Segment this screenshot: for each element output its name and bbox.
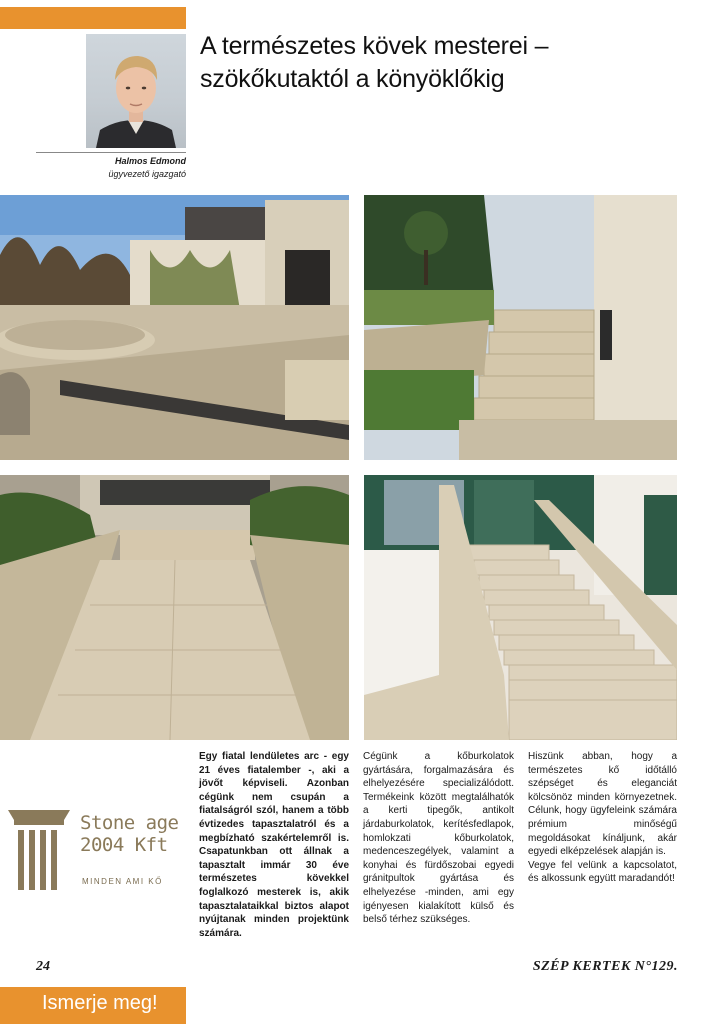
article-title: A természetes kövek mesterei – szökőkutaktól a könyöklőkig — [200, 32, 549, 93]
logo-tagline: MINDEN AMI KŐ — [82, 877, 163, 886]
page-number: 24 — [36, 959, 50, 974]
paragraph-products: Cégünk a kőburkolatok gyártására, forgalmazására és elhelyezésére specializálódott. Termékeink között megtalálhatók a kerti tipegők, antikolt járdaburkolatok, kerítésfedlapok, homlokzati kőburkolatok, medenceszegélyek, valamint a konyhai és fürdőszobai egyedi gránitpultok gyártása és elhelyezése -minden, ami egy igényesen kialakított külső és belső térhez szükséges. — [363, 751, 514, 926]
article-column-1 — [199, 750, 349, 940]
section-tab — [0, 987, 186, 1024]
section-label: Ismerje meg! — [42, 992, 158, 1014]
author-portrait — [86, 34, 186, 148]
photo-stone-walkway — [0, 475, 349, 740]
photo-balustrade-staircase — [364, 475, 677, 740]
photo-terrace-patio — [0, 195, 349, 460]
author-name: Halmos Edmond — [114, 156, 186, 166]
article-column-2 — [363, 750, 514, 927]
logo-wordmark: Stone age 2004 Kft — [80, 812, 179, 856]
photo-garden-stairs — [364, 195, 677, 460]
magazine-issue: SZÉP KERTEK N°129. — [532, 959, 678, 974]
article-column-3 — [528, 750, 677, 886]
paragraph-mission: Hiszünk abban, hogy a természetes kő időtálló szépséget és eleganciát kölcsönöz minden környezetnek. Célunk, hogy ügyfeleink számára prémium minőségű megoldásokat kínáljunk, akár egyedi elképzelések alapján is. — [528, 751, 677, 858]
paragraph-call-to-action: Vegye fel velünk a kapcsolatot, és alkossunk együtt maradandót! — [528, 859, 677, 885]
author-divider — [36, 152, 186, 153]
top-accent-bar — [0, 7, 186, 29]
author-role: ügyvezető igazgató — [108, 169, 186, 179]
paragraph-intro: Egy fiatal lendületes arc - egy 21 éves fiatalember -, aki a jövőt képviseli. Azonban cégünk nem csupán a fiatalságról szól, hanem a több évtizedes tapasztalatról és a megbízható szakértelemről is. Csapatunkban ott állnak a tapasztalt immár 30 éve természetes kövekkel foglalkozó mesterek is, akik tapasztalataikkal biztos alapot nyújtanak minden projektünk számára. — [199, 751, 349, 939]
